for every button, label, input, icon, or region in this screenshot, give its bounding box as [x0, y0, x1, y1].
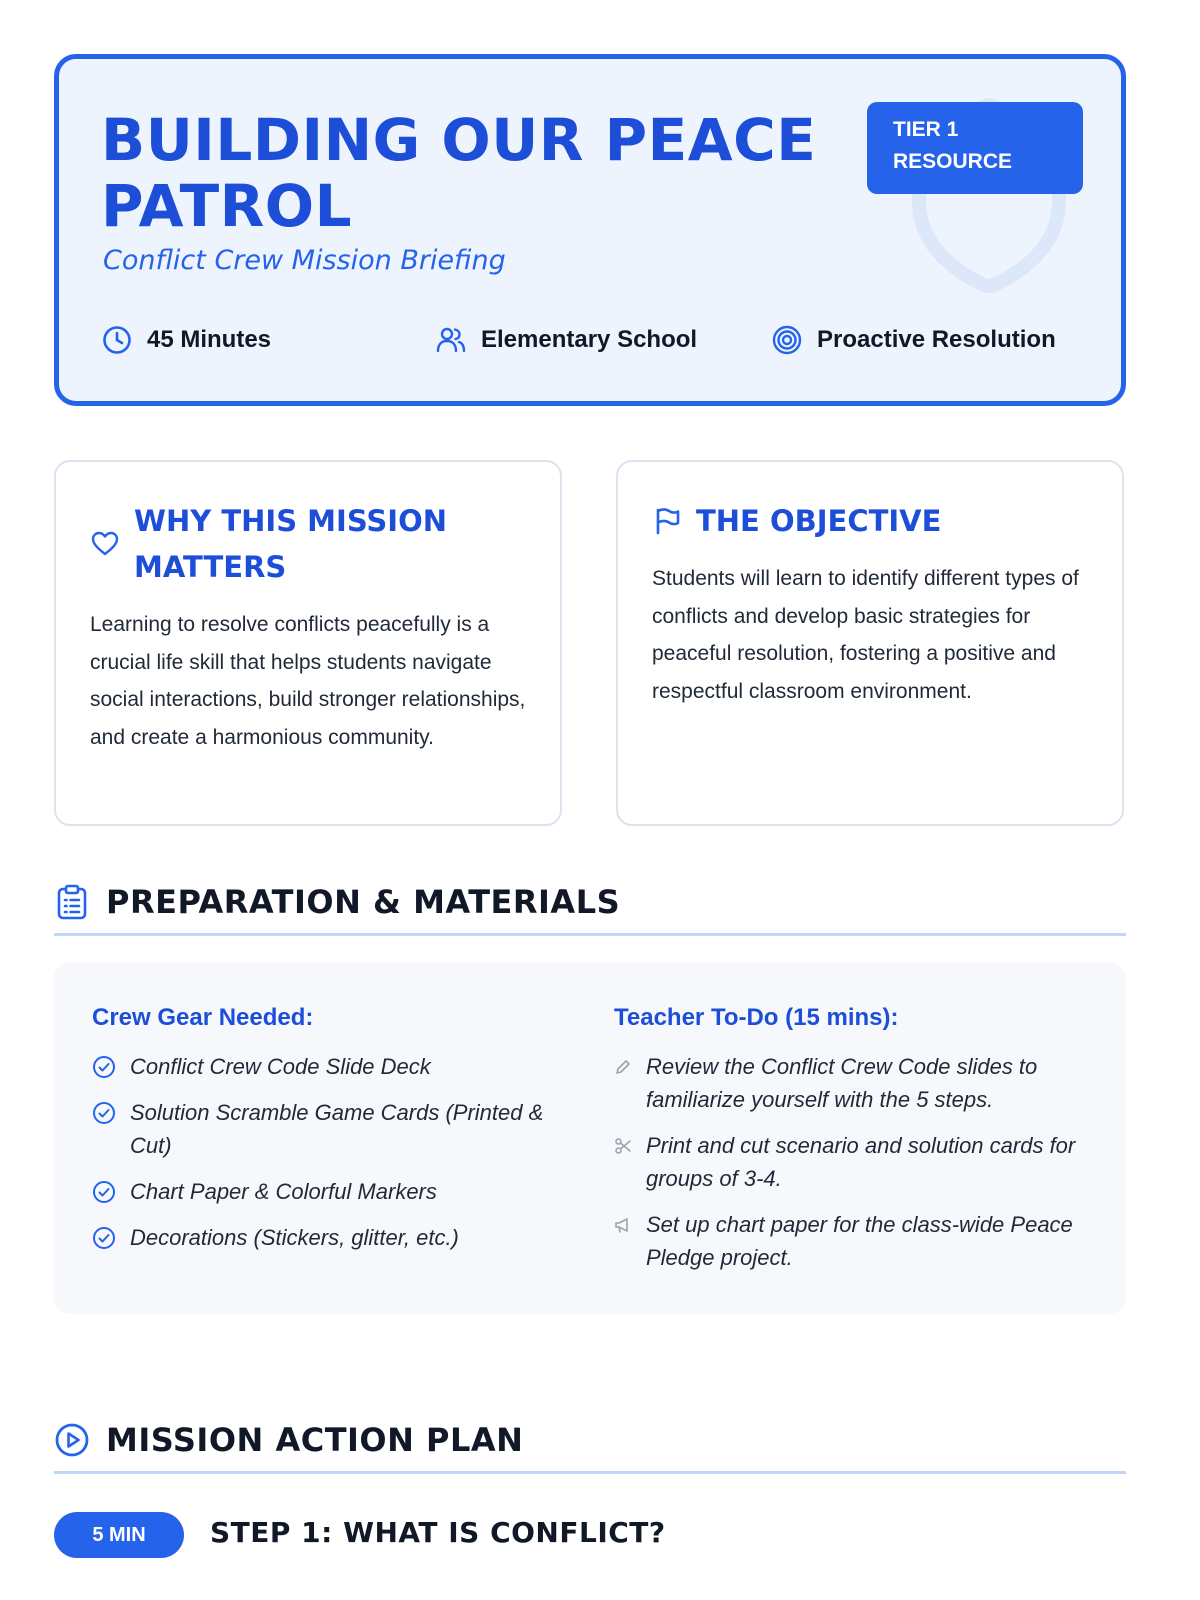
materials-panel	[54, 962, 1126, 1314]
heart-icon	[90, 529, 120, 559]
todo-title: Teacher To-Do (15 mins):	[614, 1004, 899, 1031]
meta-focus	[771, 324, 1056, 356]
clock-icon	[101, 324, 133, 356]
meta-audience	[435, 324, 697, 356]
gear-title: Crew Gear Needed:	[92, 1004, 314, 1031]
objective-card-title: THE OBJECTIVE	[696, 504, 942, 538]
todo-item-text: Print and cut scenario and solution cards for groups of 3-4.	[646, 1133, 1076, 1191]
gear-item-text: Conflict Crew Code Slide Deck	[130, 1054, 431, 1079]
step-title: STEP 1: WHAT IS CONFLICT?	[210, 1516, 666, 1549]
page-subtitle: Conflict Crew Mission Briefing	[103, 245, 506, 276]
page-title: BUILDING OUR PEACE PATROL	[101, 106, 817, 240]
step-duration-badge: 5 MIN	[54, 1512, 184, 1558]
check-circle-icon	[92, 1055, 116, 1079]
pencil-icon	[614, 1058, 632, 1076]
gear-item-text: Chart Paper & Colorful Markers	[130, 1179, 437, 1204]
tier-badge	[867, 102, 1083, 194]
list-item	[614, 1050, 1084, 1116]
check-circle-icon	[92, 1180, 116, 1204]
list-item	[614, 1129, 1084, 1195]
gear-item-text: Solution Scramble Game Cards (Printed & Cut)	[130, 1100, 544, 1158]
list-item	[92, 1050, 572, 1083]
list-item	[614, 1208, 1084, 1274]
preparation-heading: PREPARATION & MATERIALS	[106, 883, 621, 921]
why-card	[54, 460, 562, 826]
users-icon	[435, 324, 467, 356]
tier-badge-line2: RESOURCE	[893, 150, 1013, 173]
flag-icon	[652, 506, 682, 536]
action-plan-heading: MISSION ACTION PLAN	[106, 1421, 524, 1459]
todo-item-text: Set up chart paper for the class-wide Peace Pledge project.	[646, 1212, 1073, 1270]
list-item	[92, 1221, 572, 1254]
meta-duration-label: 45 Minutes	[147, 326, 272, 353]
gear-list	[92, 1050, 572, 1267]
preparation-section-header	[54, 882, 1126, 936]
why-card-header	[90, 498, 464, 590]
meta-duration	[101, 324, 271, 356]
hero-banner	[54, 54, 1126, 406]
check-circle-icon	[92, 1226, 116, 1250]
list-item	[92, 1175, 572, 1208]
clipboard-list-icon	[54, 884, 90, 920]
todo-list	[614, 1050, 1084, 1287]
list-item	[92, 1096, 572, 1162]
action-plan-section-header	[54, 1420, 1126, 1474]
why-card-body: Learning to resolve conflicts peacefully is a crucial life skill that helps students navigate social interactions, build stronger relationships, and create a harmonious community.	[90, 613, 526, 749]
gear-item-text: Decorations (Stickers, glitter, etc.)	[130, 1225, 459, 1250]
megaphone-icon	[614, 1216, 632, 1234]
meta-audience-label: Elementary School	[481, 326, 698, 353]
scissors-icon	[614, 1137, 632, 1155]
play-circle-icon	[54, 1422, 90, 1458]
check-circle-icon	[92, 1101, 116, 1125]
todo-item-text: Review the Conflict Crew Code slides to familiarize yourself with the 5 steps.	[646, 1054, 1038, 1112]
meta-focus-label: Proactive Resolution	[817, 326, 1056, 353]
objective-card-header	[652, 498, 941, 544]
objective-card-body: Students will learn to identify different types of conflicts and develop basic strategies for peaceful resolution, fostering a positive and respectful classroom environment.	[652, 567, 1079, 703]
tier-badge-line1: TIER 1	[893, 118, 959, 141]
why-card-title: WHY THIS MISSION MATTERS	[134, 504, 448, 584]
objective-card	[616, 460, 1124, 826]
target-icon	[771, 324, 803, 356]
